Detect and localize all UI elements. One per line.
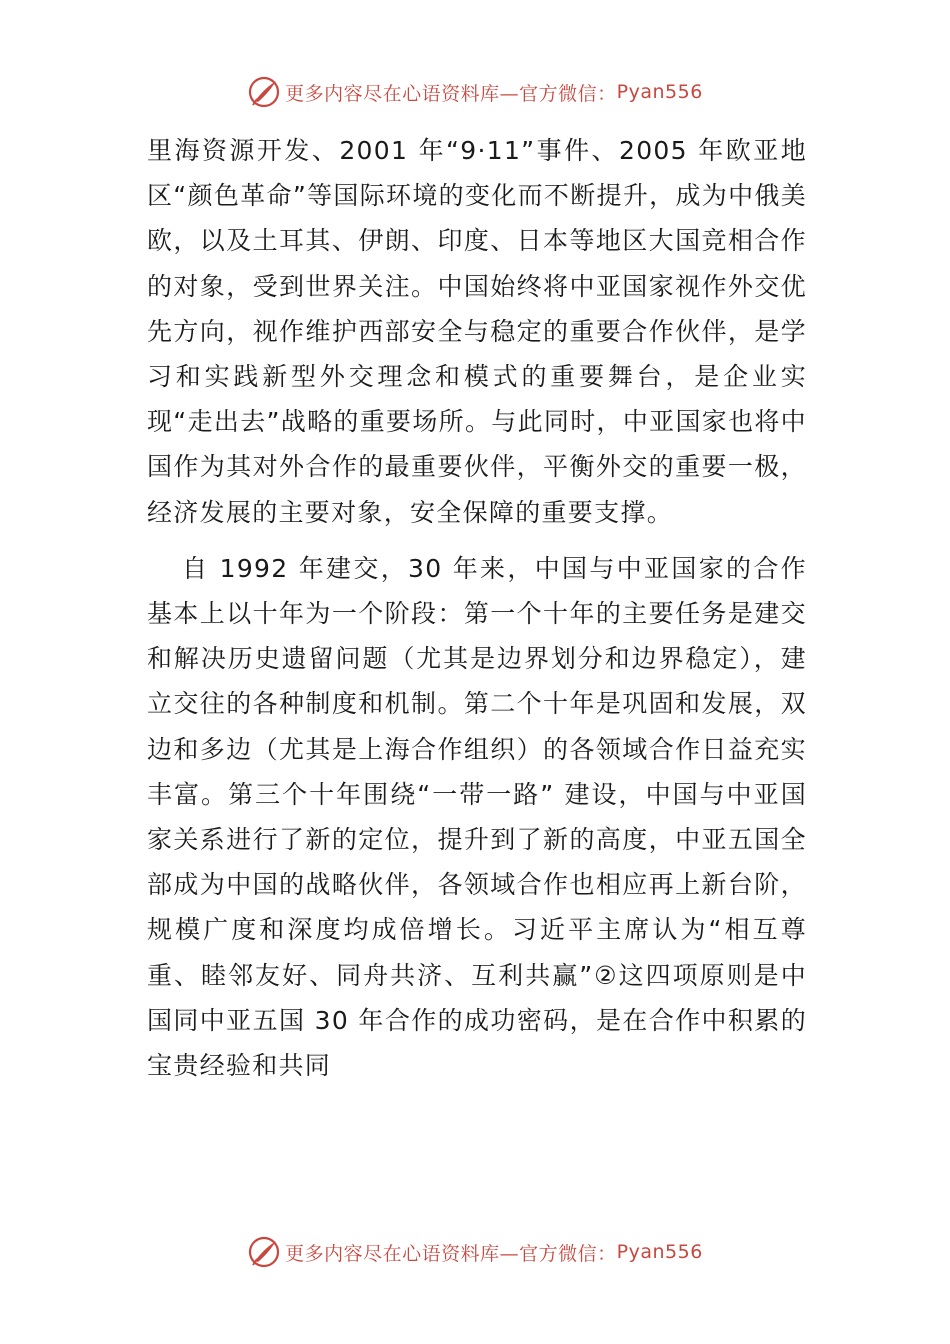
- watermark-text: 更多内容尽在心语资料库—官方微信：: [285, 82, 617, 105]
- watermark-text: 更多内容尽在心语资料库—官方微信：: [285, 1242, 617, 1265]
- watermark-contact: Pyan556: [616, 1241, 703, 1263]
- paragraph-2: 自 1992 年建交，30 年来，中国与中亚国家的合作基本上以十年为一个阶段：第一个十年的主要任务是建交和解决历史遗留问题（尤其是边界划分和边界稳定），建立交往的各种制度和机制。第二个十年是巩固和发展，双边和多边（尤其是上海合作组织）的各领域合作日益充实丰富。第三个十年围绕“一带一路” 建设，中国与中亚国家关系进行了新的定位，提升到了新的高度，中亚五国全部成为中国的战略伙伴，各领域合作也相应再上新台阶，规模广度和深度均成倍增长。习近平主席认为“相互尊重、睦邻友好、同舟共济、互利共赢”②这四项原则是中国同中亚五国 30 年合作的成功密码，是在合作中积累的宝贵经验和共同: [147, 553, 807, 1081]
- watermark-contact: Pyan556: [616, 81, 703, 103]
- quill-logo-icon: [247, 75, 281, 109]
- quill-logo-icon: [247, 1235, 281, 1269]
- document-body: [147, 128, 807, 1088]
- paragraph-1: 里海资源开发、2001 年“9·11”事件、2005 年欧亚地区“颜色革命”等国际环境的变化而不断提升，成为中俄美欧，以及土耳其、伊朗、印度、日本等地区大国竞相合作的对象，受到世界关注。中国始终将中亚国家视作外交优先方向，视作维护西部安全与稳定的重要合作伙伴，是学习和实践新型外交理念和模式的重要舞台，是企业实现“走出去”战略的重要场所。与此同时，中亚国家也将中国作为其对外合作的最重要伙伴，平衡外交的重要一极，经济发展的主要对象，安全保障的重要支撑。: [147, 136, 807, 527]
- footer-watermark: [0, 1232, 950, 1272]
- header-watermark: [0, 72, 950, 112]
